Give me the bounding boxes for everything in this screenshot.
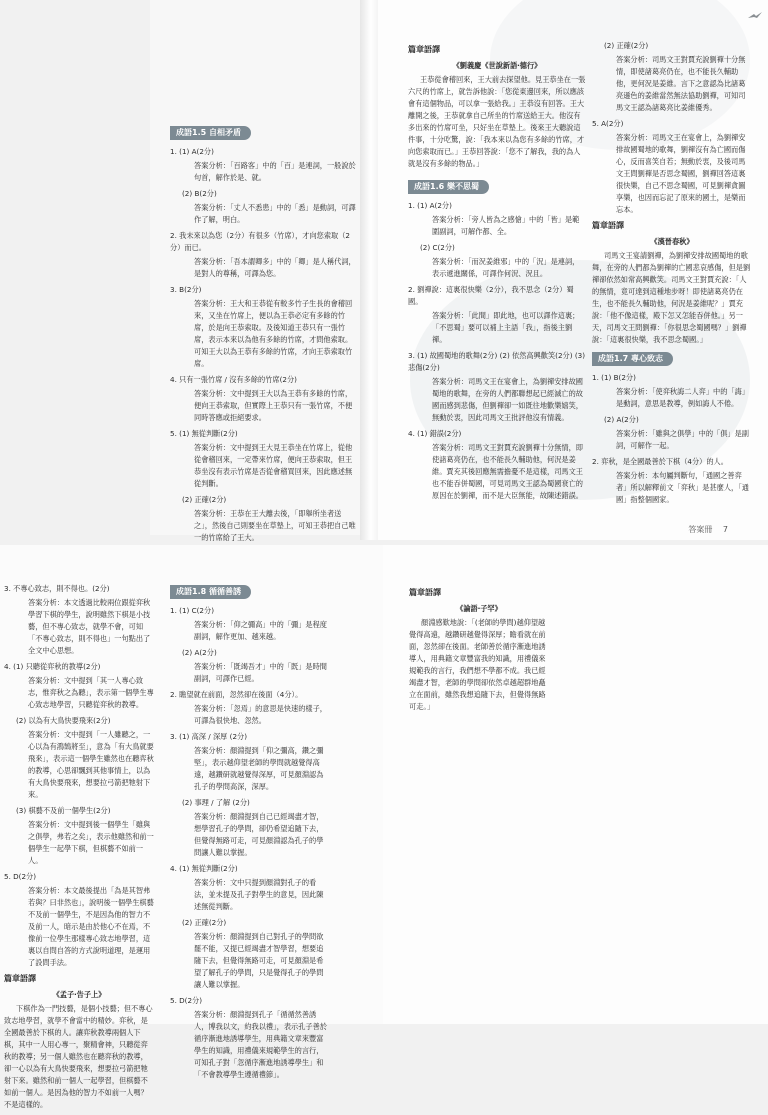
- answer-analysis: 答案分析：「此間」即此地，也可以譯作這裏；「不思蜀」要可以補上主語「我」，指後主劉禪。: [432, 311, 580, 344]
- answer-analysis: 答案分析：本文最後提出「為是其智弗若與？曰非然也」，說明後一個學生棋藝不及前一個學生，不是因為他的智力不及前一人，暗示是由於他心不在焉，不像前一位學生那樣專心致志地學習，這裏以自問自答的方式說明道理，是運用了設問手法。: [28, 886, 154, 967]
- translation-heading: 篇章語譯: [408, 45, 440, 54]
- answer-analysis: 答案分析：文中提到「一人雖聽之，一心以為有鴻鵠將至」，意為「有大鳥就要飛來」，表示這一個學生雖然也在聽弈秋的教導，心思卻飄到其他事情上，以為有大鳥快要飛來，想要拉弓箭把牠射下來。: [28, 730, 154, 799]
- question-head: (2) 正確(2分): [182, 918, 227, 927]
- column-left: [4, 583, 154, 1115]
- question-head: 3. (1) 高深 / 深厚 (2分): [170, 732, 248, 741]
- section-header: 成語1.7 專心致志: [592, 352, 673, 366]
- answer-analysis: 答案分析：「既竭吾才」中的「既」是時間副詞，可譯作已經。: [194, 662, 327, 683]
- answer-analysis: 答案分析：「而況姜維邪」中的「況」是連詞，表示遞進關係，可譯作何況、況且。: [432, 257, 580, 278]
- answer-analysis: 答案分析：顏淵提到自己已經竭盡才智，想學習孔子的學問，卻仍希望追隨下去，但覺得無路可走，可見顏淵認為孔子的學問讓人難以掌握。: [194, 812, 324, 857]
- question-head: 2. 瞻望就在前面，忽然卻在後面（4分）。: [170, 690, 303, 699]
- question-head: 5. D(2分): [4, 872, 37, 881]
- page-bottom-left: [0, 545, 383, 1109]
- question-head: (2) A(2分): [604, 415, 639, 424]
- question-head: 5. D(2分): [170, 996, 203, 1005]
- answer-analysis: 答案分析：文中提到王大以為王恭有多餘的竹席，便向王恭索取，但實際上王恭只有一張竹席，不便同時答應或拒絕要求。: [194, 389, 353, 422]
- answer-analysis: 答案分析：文中提到「其一人專心致志，惟弈秋之為聽」，表示第一個學生專心致志地學習，只聽從弈秋的教導。: [28, 676, 154, 709]
- source-title: 《漢晉春秋》: [650, 237, 694, 246]
- answer-analysis: 答案分析：顏淵提到「仰之彌高，鑽之彌堅」，表示越仰望老師的學問就越覺得高遠，越鑽研就越覺得深厚，可見顏淵認為孔子的學問高深，深厚。: [194, 746, 324, 791]
- column: [170, 124, 358, 548]
- column: [409, 583, 549, 717]
- question-head: 2. 劉禪說：這裏很快樂（2分），我不思念（2分）蜀國。: [408, 285, 574, 306]
- answer-analysis: 答案分析：司馬文王對賈充說劉禪十分無情，即使諸葛亮仍在，也不能長久輔助他，何況是姜維。賈充其後回應無需擔憂不是這樣，司馬文王也不能吞併蜀國，可見司馬文王認為蜀國衰亡的原因在於劉禪，而不是大臣無能，故陳述錯誤。: [432, 443, 583, 500]
- section-header: 成語1.6 樂不思蜀: [408, 180, 489, 194]
- translation-text: 司馬文王宴請劉禪，為劉禪安排故國蜀地的歌舞，在旁的人們都為劉禪的亡國悲哀感傷，但是劉禪卻依然如常高興歡笑。司馬文王對賈充說：「人的無情，竟可達到這種地步呀！即使諸葛亮仍在生，也不能長久輔助他，何況是姜維呢？」賈充說：「他不像這樣，殿下怎又怎能吞併他。」另一天，司馬文王問劉禪：「你很思念蜀國嗎？」劉禪說：「這裏很快樂，我不思念蜀國。」: [592, 251, 751, 344]
- column-right: [170, 583, 330, 1085]
- source-title: 《劉義慶《世說新語‧德行》: [452, 61, 542, 70]
- column-left: [408, 40, 586, 506]
- answer-analysis: 答案分析：「吾本謂卿多」中的「卿」是人稱代詞，是對人的尊稱，可譯為您。: [194, 257, 356, 278]
- question-head: 1. (1) A(2分): [170, 147, 214, 156]
- question-head: 1. (1) B(2分): [592, 373, 636, 382]
- page-label: 答案冊: [688, 525, 713, 534]
- question-head: 4. 只有一張竹席 / 沒有多餘的竹席(2分): [170, 375, 297, 384]
- question-head: 2. 我未來以為您（2分）有很多（竹席），才向您索取（2分）而已。: [170, 231, 351, 252]
- book-gutter: [360, 0, 378, 540]
- answer-analysis: 答案分析：「丈人不悉患」中的「悉」是動詞，可譯作了解，明白。: [194, 203, 356, 224]
- bird-icon: [748, 12, 762, 20]
- answer-analysis: 答案分析：「百路客」中的「百」是連詞，一般說於句首，解作於是、就。: [194, 161, 356, 182]
- question-head: 1. (1) C(2分): [170, 606, 214, 615]
- question-head: (2) 以為有大鳥快要飛來(2分): [16, 716, 111, 725]
- answer-analysis: 答案分析：「雖與之俱學」中的「俱」是副詞，可解作一起。: [616, 429, 749, 450]
- answer-analysis: 答案分析：文中提到王大見王恭坐在竹席上，從他從會稽回來，一定帶來竹席，便向王恭索取，但王恭坐沒有表示竹席是否從會稽買回來，因此應述無從判斷。: [194, 443, 353, 488]
- answer-analysis: 答案分析：「使弈秋誨二人弈」中的「誨」是動詞，意思是教導，例如誨人不倦。: [616, 387, 749, 408]
- question-head: (3) 棋藝不及前一個學生(2分): [16, 806, 111, 815]
- answer-list: [408, 200, 586, 502]
- answer-analysis: 答案分析：「仰之彌高」中的「彌」是程度副詞，解作更加、越來越。: [194, 620, 327, 641]
- answer-analysis: 答案分析：司馬文王在宴會上，為劉禪安排故國蜀地的歌舞，劉禪沒有為亡國而傷心，反而喜笑自若；無動於衷，及後司馬文王問劉禪是否思念蜀國，劉禪回答這裏很快樂，自己不思念蜀國，可見劉禪貪圖享樂，也因而忘記了原來的國土，是樂而忘本。: [616, 133, 746, 214]
- question-head: 3. (1) 故國蜀地的歌舞(2分) (2) 依然高興歡笑(2分) (3) 悲傷(2分): [408, 351, 586, 372]
- source-title: 《論語‧子罕》: [456, 604, 502, 613]
- question-head: 2. 弈秋，是全國最善於下棋（4分）的人。: [592, 457, 728, 466]
- answer-list: [592, 40, 752, 216]
- answer-analysis: 答案分析：顏淵提到孔子「循循然善誘人，博我以文，約我以禮」，表示孔子善於循序漸進地誘導學生，用典籍文章來豐富學生的知識，用禮儀來規範學生的言行，可知孔子對「忽循序漸進地誘導學生」和「不會教導學生遵循禮節」。: [194, 1010, 327, 1079]
- question-head: (2) 正確(2分): [182, 495, 227, 504]
- question-head: 4. (1) 錯誤(2分): [408, 429, 462, 438]
- answer-analysis: 答案分析：王恭在王大離去後，「即舉所坐者送之」，然後自己則要坐在草墊上，可知王恭把自己唯一的竹席給了王大。: [194, 509, 356, 542]
- question-head: (2) C(2分): [420, 243, 455, 252]
- translation-text: 王恭從會稽回來，王大前去探望他。見王恭坐在一張六尺的竹席上，就告訴他說：「您從東邊回來，所以應該會有這個物品，可以拿一張給我。」王恭沒有回答。王大離開之後，王恭就拿自己所坐的竹席送給王大。他沒有多出來的竹席可坐，只好坐在草墊上。後來王大聽說這件事，十分吃驚，說：「我本來以為您有多餘的竹席，才向您索取而已。」王恭回答說：「您不了解我，我的為人就是沒有多餘的物品。」: [408, 75, 586, 168]
- answer-analysis: 答案分析：顏淵提到自己對孔子的學問欲罷不能，又提已經竭盡才智學習，想要追隨下去，但覺得無路可走，可見顏淵是希望了解孔子的學問，只是覺得孔子的學問讓人難以掌握。: [194, 932, 324, 989]
- page-top-right: [370, 0, 768, 540]
- answer-list: [592, 372, 752, 506]
- page-bottom-right: [383, 545, 768, 1024]
- page-number: [688, 524, 728, 536]
- answer-list: [4, 583, 154, 969]
- answer-analysis: 答案分析：本句屬判斷句，「通國之善弈者」所以解釋前文「弈秋」是甚麼人，「通國」指整個國家。: [616, 471, 749, 504]
- source-title: 《孟子‧告子上》: [52, 990, 106, 999]
- translation-heading: 篇章語譯: [409, 588, 441, 597]
- translation-text: 顏淵感歎地說：「(老師的學問)越仰望越覺得高遠，越鑽研越覺得深厚；瞻看就在前面，忽然卻在後面。老師善於循序漸進地誘導人，用典籍文章豐富我的知識，用禮儀來規範我的言行，我們想不學都不成。我已經竭盡才智，老師的學問卻依然卓越超群地矗立在面前，雖然我想追隨下去，但覺得無路可走。」: [409, 618, 546, 711]
- question-head: 3. 不專心致志，則不得也。(2分): [4, 584, 110, 593]
- answer-list: [170, 146, 358, 544]
- column-right: [592, 40, 752, 510]
- answer-analysis: 答案分析：「旁人皆為之感愴」中的「皆」是範圍副詞，可解作都、全。: [432, 215, 580, 236]
- question-head: (2) B(2分): [182, 189, 217, 198]
- question-head: 4. (1) 只聽從弈秋的教導(2分): [4, 662, 101, 671]
- translation-text: 下棋作為一門技藝，是個小技藝；但不專心致志地學習，就學不會當中的精妙。弈秋，是全國最善於下棋的人。讓弈秋教導兩個人下棋，其中一人用心專一，聚精會神，只聽從弈秋的教導；另一個人雖然也在聽弈秋的教導，卻一心以為有大鳥快要飛來，想要拉弓箭把牠射下來。雖然和前一個人一起學習，但棋藝不如前一個人。是因為他的智力不如前一人嗎？不是這樣的。: [4, 1004, 153, 1109]
- section-header: 成語1.8 循循善誘: [170, 585, 251, 599]
- question-head: 5. A(2分): [592, 119, 624, 128]
- answer-analysis: 答案分析：文中只提到顏淵對孔子的看法，並未提及孔子對學生的意見，因此陳述無從判斷。: [194, 878, 324, 911]
- answer-analysis: 答案分析：司馬文王在宴會上，為劉禪安排故國蜀地的歌舞，在旁的人們都聯想起已經滅亡的故國而感到悲傷，但劉禪卻一如既往地歡樂嬉笑，無動於衷，因此司馬文王批評他沒有情義。: [432, 377, 583, 422]
- page-number-value: 7: [722, 525, 728, 534]
- answer-analysis: 答案分析：本文透過比較兩位跟從弈秋學習下棋的學生，說明雖然下棋是小技藝，但不專心致志，就學不會，可知「不專心致志，則不得也」一句點出了全文中心思想。: [28, 598, 151, 655]
- translation-heading: 篇章語譯: [4, 974, 36, 983]
- answer-analysis: 答案分析：文中提到後一個學生「雖與之俱學，弗若之矣」，表示他雖然和前一個學生一起學下棋，但棋藝不如前一人。: [28, 820, 154, 865]
- answer-list: [170, 605, 330, 1081]
- page-top-left: [150, 0, 370, 542]
- answer-analysis: 答案分析：「忽焉」的意思是快速的樣子，可譯為很快地、忽然。: [194, 704, 327, 725]
- question-head: 3. B(2分): [170, 285, 202, 294]
- question-head: (2) A(2分): [182, 648, 217, 657]
- question-head: (2) 正確(2分): [604, 41, 649, 50]
- question-head: 5. (1) 無從判斷(2分): [170, 429, 238, 438]
- question-head: 1. (1) A(2分): [408, 201, 452, 210]
- translation-heading: 篇章語譯: [592, 221, 624, 230]
- answer-analysis: 答案分析：王大和王恭從有較多竹子生長的會稽回來，又坐在竹席上，便以為王恭必定有多餘的竹席，於是向王恭索取。及後知道王恭只有一張竹席，表示本來以為他有多餘的竹席，才問他索取。可知王大以為王恭有多餘的竹席，才向王恭索取竹席。: [194, 299, 353, 368]
- question-head: 4. (1) 無從判斷(2分): [170, 864, 238, 873]
- question-head: (2) 事理 / 了解 (2分): [182, 798, 250, 807]
- section-header: 成語1.5 自相矛盾: [170, 126, 251, 140]
- answer-analysis: 答案分析：司馬文王對賈充說劉禪十分無情，即使諸葛亮仍在，也不能長久輔助他，更何況是姜維。言下之意認為比諸葛亮遜色的姜維當然無法協助劉禪，可知司馬文王認為諸葛亮比姜維優秀。: [616, 55, 746, 112]
